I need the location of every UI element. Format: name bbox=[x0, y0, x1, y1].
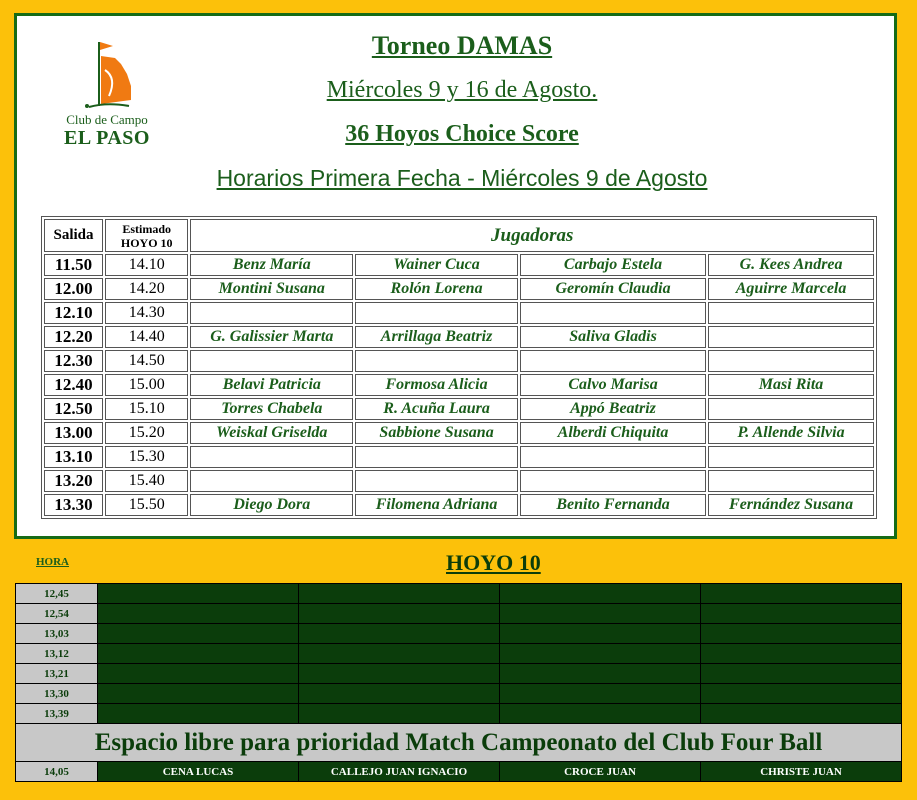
schedule-row bbox=[44, 278, 874, 300]
hoyo-title: HOYO 10 bbox=[446, 550, 541, 575]
estimado-time: 15.20 bbox=[105, 422, 188, 444]
hoyo-slot bbox=[98, 664, 299, 684]
hoyo-slot bbox=[299, 664, 500, 684]
hora-label: HORA bbox=[36, 556, 69, 568]
hoyo-slot bbox=[299, 684, 500, 704]
hoyo-time: 13,21 bbox=[16, 664, 98, 684]
espacio-libre-text: Espacio libre para prioridad Match Campeonato del Club Four Ball bbox=[16, 724, 902, 762]
hoyo-slot bbox=[299, 584, 500, 604]
hoyo-slot bbox=[500, 704, 701, 724]
player-name bbox=[708, 398, 874, 420]
schedule-row bbox=[44, 422, 874, 444]
estimado-time: 14.10 bbox=[105, 254, 188, 276]
hoyo-time: 12,54 bbox=[16, 604, 98, 624]
hoyo-time: 13,30 bbox=[16, 684, 98, 704]
player-name: Masi Rita bbox=[708, 374, 874, 396]
player-name: Wainer Cuca bbox=[355, 254, 518, 276]
salida-time: 12.00 bbox=[44, 278, 103, 300]
espacio-row bbox=[16, 724, 902, 762]
player-name: Geromín Claudia bbox=[520, 278, 706, 300]
player-name bbox=[190, 446, 353, 468]
player-name bbox=[190, 470, 353, 492]
hoyo-slot bbox=[500, 624, 701, 644]
player-name bbox=[190, 302, 353, 324]
player-name bbox=[190, 350, 353, 372]
hoyo-slot bbox=[701, 704, 902, 724]
player-name bbox=[355, 470, 518, 492]
salida-time: 13.10 bbox=[44, 446, 103, 468]
estimado-time: 14.30 bbox=[105, 302, 188, 324]
club-logo-text bbox=[57, 112, 157, 150]
schedule-table bbox=[41, 216, 877, 519]
schedule-row bbox=[44, 398, 874, 420]
hoyo-slot bbox=[299, 604, 500, 624]
schedule-subtitle: Horarios Primera Fecha - Miércoles 9 de Agosto bbox=[216, 165, 708, 191]
hoyo-row bbox=[16, 644, 902, 664]
hoyo-slot bbox=[701, 664, 902, 684]
hoyo-time: 12,45 bbox=[16, 584, 98, 604]
player-name bbox=[355, 446, 518, 468]
hoyo-time: 13,12 bbox=[16, 644, 98, 664]
player-name: G. Kees Andrea bbox=[708, 254, 874, 276]
hoyo-slot bbox=[98, 704, 299, 724]
player-name: Appó Beatriz bbox=[520, 398, 706, 420]
salida-time: 12.50 bbox=[44, 398, 103, 420]
player-name: G. Galissier Marta bbox=[190, 326, 353, 348]
hoyo-slot bbox=[98, 624, 299, 644]
hoyo-slot bbox=[701, 604, 902, 624]
player-name bbox=[520, 446, 706, 468]
hoyo-slot bbox=[500, 664, 701, 684]
hoyo-slot bbox=[98, 644, 299, 664]
schedule-row bbox=[44, 446, 874, 468]
schedule-row bbox=[44, 374, 874, 396]
hoyo-slot bbox=[98, 684, 299, 704]
header-estimado bbox=[105, 219, 188, 252]
player-name bbox=[708, 302, 874, 324]
salida-time: 12.20 bbox=[44, 326, 103, 348]
hoyo-slot bbox=[500, 604, 701, 624]
hoyo-body bbox=[16, 584, 902, 782]
hoyo-time: 13,03 bbox=[16, 624, 98, 644]
hoyo-slot bbox=[701, 624, 902, 644]
player-name: Calvo Marisa bbox=[520, 374, 706, 396]
hoyo-table bbox=[15, 583, 902, 782]
player-name: P. Allende Silvia bbox=[708, 422, 874, 444]
player-name: Alberdi Chiquita bbox=[520, 422, 706, 444]
salida-time: 12.10 bbox=[44, 302, 103, 324]
player-name bbox=[520, 302, 706, 324]
player-name bbox=[708, 446, 874, 468]
hoyo-row bbox=[16, 664, 902, 684]
header-salida: Salida bbox=[44, 219, 103, 252]
hoyo-player-name: CALLEJO JUAN IGNACIO bbox=[299, 762, 500, 782]
schedule-row bbox=[44, 302, 874, 324]
schedule-row bbox=[44, 326, 874, 348]
player-name: Sabbione Susana bbox=[355, 422, 518, 444]
salida-time: 11.50 bbox=[44, 254, 103, 276]
player-name bbox=[708, 350, 874, 372]
hoyo-slot bbox=[500, 584, 701, 604]
estimado-time: 15.30 bbox=[105, 446, 188, 468]
player-name bbox=[708, 326, 874, 348]
player-name: Belavi Patricia bbox=[190, 374, 353, 396]
estimado-time: 14.20 bbox=[105, 278, 188, 300]
hoyo-player-name: CROCE JUAN bbox=[500, 762, 701, 782]
hoyo-last-row bbox=[16, 762, 902, 782]
hoyo-slot bbox=[299, 644, 500, 664]
schedule-header-row bbox=[44, 219, 874, 252]
player-name: R. Acuña Laura bbox=[355, 398, 518, 420]
hoyo-player-name: CENA LUCAS bbox=[98, 762, 299, 782]
estimado-time: 15.40 bbox=[105, 470, 188, 492]
estimado-time: 15.00 bbox=[105, 374, 188, 396]
player-name: Montini Susana bbox=[190, 278, 353, 300]
hoyo-slot bbox=[701, 584, 902, 604]
hoyo-slot bbox=[299, 624, 500, 644]
club-logo-line2: EL PASO bbox=[64, 127, 150, 149]
player-name: Benz María bbox=[190, 254, 353, 276]
schedule-row bbox=[44, 350, 874, 372]
header bbox=[167, 28, 757, 196]
hoyo-slot bbox=[98, 604, 299, 624]
page-title: Torneo DAMAS bbox=[371, 31, 553, 60]
salida-time: 13.30 bbox=[44, 494, 103, 516]
tournament-format: 36 Hoyos Choice Score bbox=[345, 121, 579, 147]
hoyo-time: 13,39 bbox=[16, 704, 98, 724]
hoyo-player-name: CHRISTE JUAN bbox=[701, 762, 902, 782]
hoyo-row bbox=[16, 684, 902, 704]
salida-time: 13.20 bbox=[44, 470, 103, 492]
hoyo-slot bbox=[500, 684, 701, 704]
hoyo-slot bbox=[98, 584, 299, 604]
hoyo-row bbox=[16, 604, 902, 624]
header-estimado-line1: Estimado bbox=[122, 221, 172, 236]
schedule-row bbox=[44, 494, 874, 516]
player-name: Weiskal Griselda bbox=[190, 422, 353, 444]
salida-time: 12.30 bbox=[44, 350, 103, 372]
player-name: Carbajo Estela bbox=[520, 254, 706, 276]
hoyo-slot bbox=[500, 644, 701, 664]
tournament-card bbox=[14, 13, 897, 539]
estimado-time: 15.50 bbox=[105, 494, 188, 516]
player-name: Formosa Alicia bbox=[355, 374, 518, 396]
player-name bbox=[520, 470, 706, 492]
hoyo-slot bbox=[701, 684, 902, 704]
hoyo-slot bbox=[299, 704, 500, 724]
estimado-time: 14.50 bbox=[105, 350, 188, 372]
player-name bbox=[355, 350, 518, 372]
header-estimado-line2: HOYO 10 bbox=[120, 235, 173, 250]
player-name bbox=[355, 302, 518, 324]
player-name bbox=[520, 350, 706, 372]
player-name bbox=[708, 470, 874, 492]
hoyo-time: 14,05 bbox=[16, 762, 98, 782]
club-logo-line1: Club de Campo bbox=[66, 112, 148, 127]
estimado-time: 15.10 bbox=[105, 398, 188, 420]
player-name: Aguirre Marcela bbox=[708, 278, 874, 300]
player-name: Diego Dora bbox=[190, 494, 353, 516]
estimado-time: 14.40 bbox=[105, 326, 188, 348]
header-jugadoras: Jugadoras bbox=[190, 219, 874, 252]
player-name: Torres Chabela bbox=[190, 398, 353, 420]
hoyo-row bbox=[16, 584, 902, 604]
player-name: Benito Fernanda bbox=[520, 494, 706, 516]
player-name: Saliva Gladis bbox=[520, 326, 706, 348]
hoyo-row bbox=[16, 704, 902, 724]
schedule-row bbox=[44, 470, 874, 492]
schedule-row bbox=[44, 254, 874, 276]
hoyo-row bbox=[16, 624, 902, 644]
salida-time: 13.00 bbox=[44, 422, 103, 444]
player-name: Rolón Lorena bbox=[355, 278, 518, 300]
player-name: Fernández Susana bbox=[708, 494, 874, 516]
tournament-dates: Miércoles 9 y 16 de Agosto. bbox=[326, 77, 598, 103]
player-name: Filomena Adriana bbox=[355, 494, 518, 516]
hoyo-slot bbox=[701, 644, 902, 664]
salida-time: 12.40 bbox=[44, 374, 103, 396]
player-name: Arrillaga Beatriz bbox=[355, 326, 518, 348]
schedule-body bbox=[44, 254, 874, 516]
